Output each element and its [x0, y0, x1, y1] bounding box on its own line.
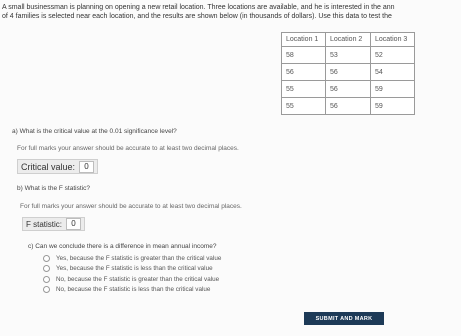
table-cell: 55: [282, 81, 326, 98]
table-cell: 52: [371, 47, 415, 64]
hint-a: For full marks your answer should be accurate to at least two decimal places.: [17, 145, 239, 152]
option-yes-greater[interactable]: [43, 253, 221, 264]
income-data-table: [281, 32, 415, 115]
table-cell: 53: [326, 47, 371, 64]
problem-line-1: A small businessman is planning on opening a new retail location. Three locations are available, and he is interested in the ann: [2, 4, 395, 11]
table-row: [282, 64, 415, 81]
table-cell: 59: [371, 98, 415, 115]
option-label: No, because the F statistic is greater than the critical value: [56, 275, 220, 283]
critical-value-input[interactable]: 0: [79, 161, 94, 173]
radio-button[interactable]: [43, 265, 50, 272]
critical-value-field: [17, 159, 98, 174]
critical-value-label: Critical value:: [21, 161, 76, 172]
option-no-less[interactable]: [43, 285, 221, 296]
question-c: c) Can we conclude there is a difference in mean annual income?: [28, 243, 217, 250]
table-cell: 58: [282, 47, 326, 64]
option-yes-less[interactable]: [43, 264, 221, 275]
option-label: Yes, because the F statistic is greater than the critical value: [56, 254, 222, 262]
table-row: [282, 81, 415, 98]
column-header-location-2: Location 2: [326, 33, 371, 47]
table-cell: 55: [282, 98, 326, 115]
submit-and-mark-button[interactable]: SUBMIT AND MARK: [304, 312, 384, 325]
question-a: a) What is the critical value at the 0.01 significance level?: [12, 128, 177, 135]
column-header-location-1: Location 1: [282, 33, 326, 47]
hint-b: For full marks your answer should be accurate to at least two decimal places.: [20, 203, 242, 210]
radio-button[interactable]: [43, 286, 50, 293]
table-cell: 56: [282, 64, 326, 81]
radio-button[interactable]: [43, 255, 50, 262]
problem-statement: [2, 3, 461, 21]
option-label: No, because the F statistic is less than the critical value: [56, 286, 211, 294]
column-header-location-3: Location 3: [371, 33, 415, 47]
conclusion-options: [43, 253, 221, 295]
table-row: [282, 47, 415, 64]
f-statistic-input[interactable]: 0: [66, 218, 81, 230]
table-cell: 56: [326, 64, 371, 81]
table-cell: 56: [326, 81, 371, 98]
table-cell: 56: [326, 98, 371, 115]
question-b: b) What is the F statistic?: [17, 185, 90, 192]
problem-line-2: of 4 families is selected near each location, and the results are shown below (in thousands of dollars). Use this data to test the: [2, 13, 392, 20]
option-label: Yes, because the F statistic is less than the critical value: [56, 265, 213, 273]
radio-button[interactable]: [43, 276, 50, 283]
table-header-row: [282, 33, 415, 47]
f-statistic-field: [22, 217, 85, 231]
table-cell: 59: [371, 81, 415, 98]
option-no-greater[interactable]: [43, 274, 221, 285]
f-statistic-label: F statistic:: [26, 219, 63, 229]
table-row: [282, 98, 415, 115]
table-cell: 54: [371, 64, 415, 81]
